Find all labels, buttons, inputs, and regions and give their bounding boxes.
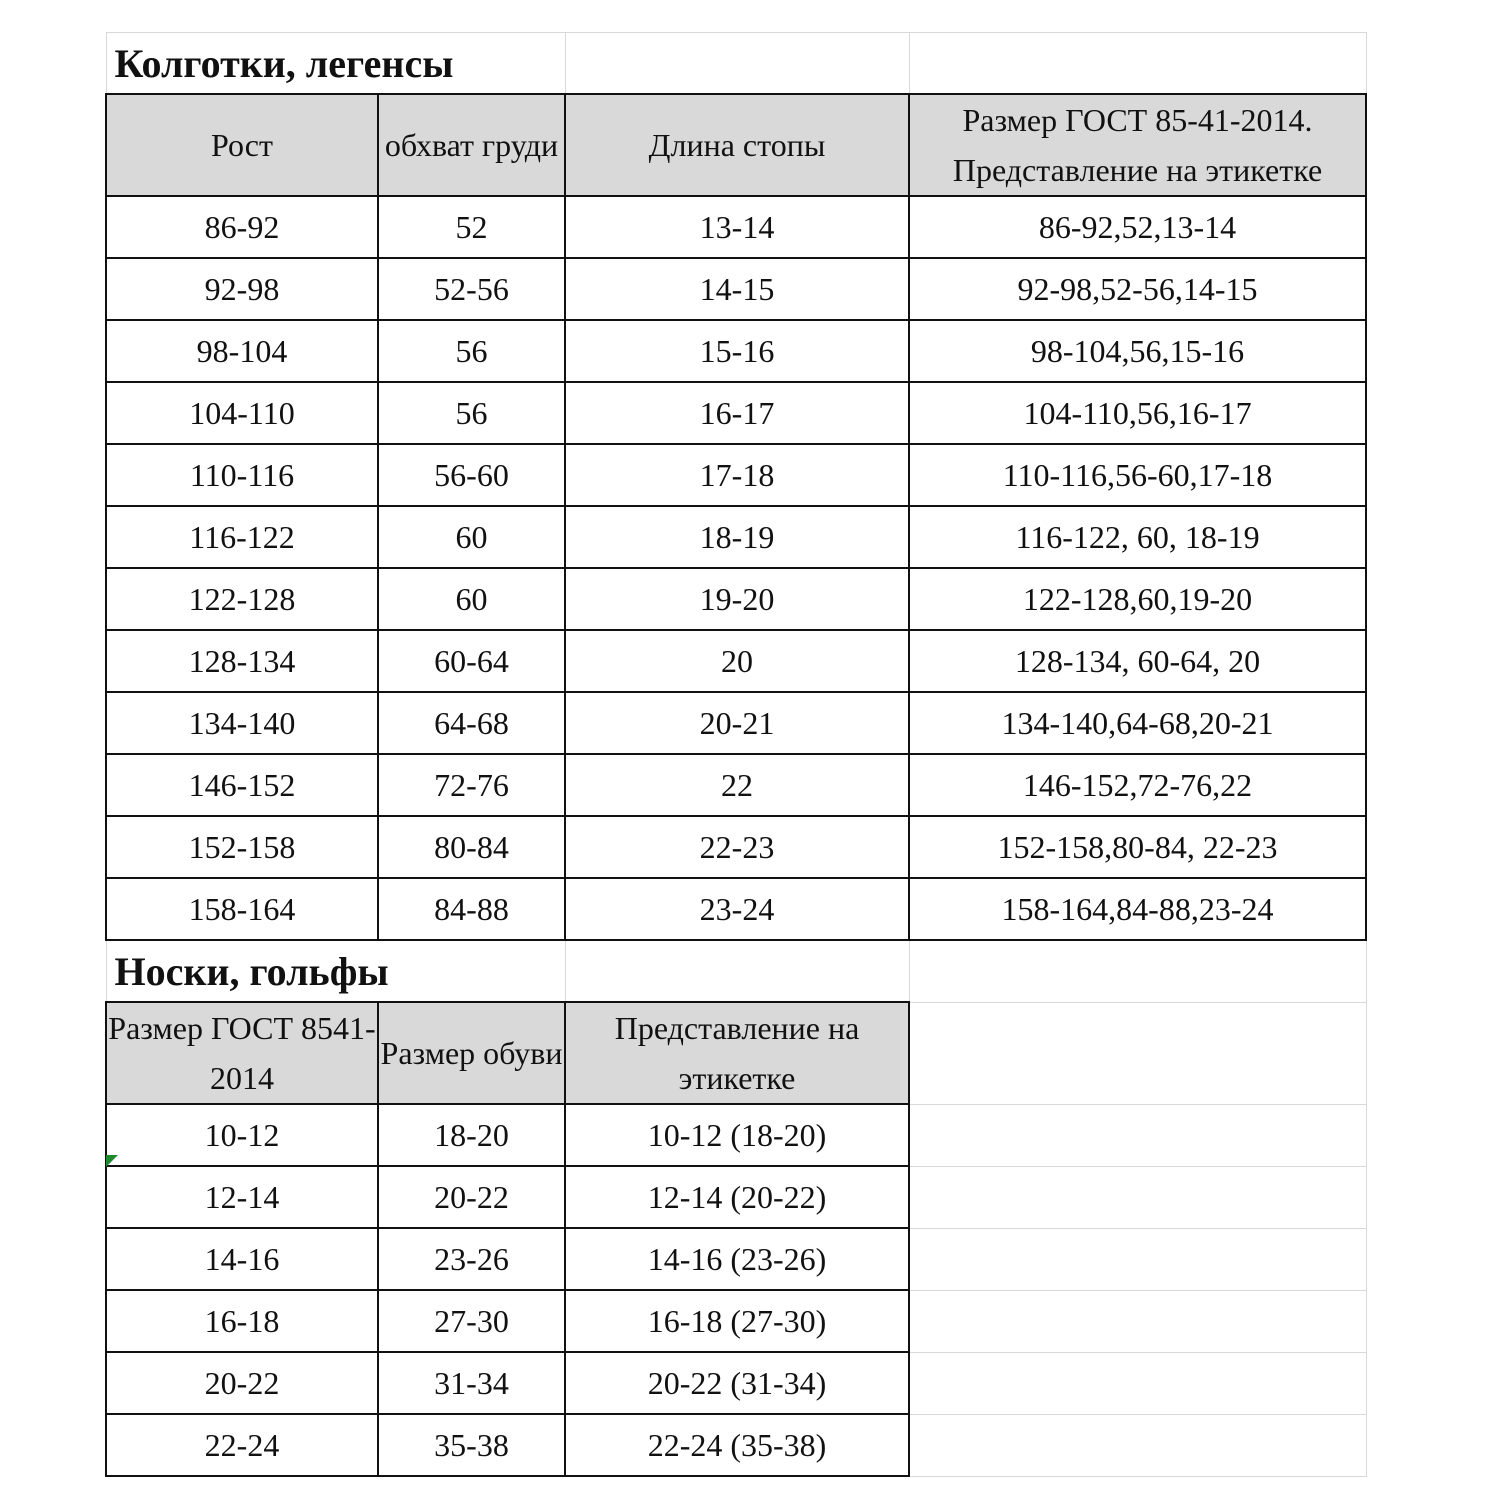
- tights-row: [106, 630, 1366, 692]
- tights-row: [106, 506, 1366, 568]
- tights-cell[interactable]: 64-68: [378, 692, 565, 754]
- tights-row: [106, 816, 1366, 878]
- tights-cell[interactable]: 128-134: [106, 630, 378, 692]
- socks-row: [106, 1414, 1366, 1476]
- tights-cell[interactable]: 116-122, 60, 18-19: [909, 506, 1366, 568]
- tights-cell[interactable]: 15-16: [565, 320, 909, 382]
- socks-header-cell[interactable]: Представление на этикетке: [565, 1002, 909, 1104]
- tights-row: [106, 382, 1366, 444]
- socks-row: [106, 1352, 1366, 1414]
- empty-cell[interactable]: [909, 1104, 1366, 1166]
- tights-cell[interactable]: 134-140: [106, 692, 378, 754]
- tights-section-title[interactable]: Колготки, легенсы: [106, 33, 565, 95]
- socks-cell[interactable]: 16-18 (27-30): [565, 1290, 909, 1352]
- spreadsheet: [105, 32, 1365, 1477]
- socks-header-row: [106, 1002, 1366, 1104]
- tights-cell[interactable]: 92-98: [106, 258, 378, 320]
- empty-cell[interactable]: [909, 940, 1366, 1002]
- socks-cell[interactable]: 18-20: [378, 1104, 565, 1166]
- tights-cell[interactable]: 52: [378, 196, 565, 258]
- tights-cell[interactable]: 22: [565, 754, 909, 816]
- tights-cell[interactable]: 16-17: [565, 382, 909, 444]
- tights-cell[interactable]: 17-18: [565, 444, 909, 506]
- socks-cell[interactable]: 10-12: [106, 1104, 378, 1166]
- tights-cell[interactable]: 72-76: [378, 754, 565, 816]
- tights-header-foot[interactable]: Длина стопы: [565, 94, 909, 196]
- tights-cell[interactable]: 146-152: [106, 754, 378, 816]
- tights-cell[interactable]: 122-128,60,19-20: [909, 568, 1366, 630]
- empty-cell[interactable]: [909, 1414, 1366, 1476]
- tights-row: [106, 878, 1366, 940]
- tights-row: [106, 320, 1366, 382]
- socks-cell[interactable]: 16-18: [106, 1290, 378, 1352]
- tights-cell[interactable]: 19-20: [565, 568, 909, 630]
- socks-cell[interactable]: 35-38: [378, 1414, 565, 1476]
- comment-indicator-icon: [106, 1155, 118, 1167]
- tights-row: [106, 692, 1366, 754]
- socks-cell[interactable]: 22-24 (35-38): [565, 1414, 909, 1476]
- tights-title-row: [106, 33, 1366, 95]
- tights-cell[interactable]: 20-21: [565, 692, 909, 754]
- tights-cell[interactable]: 56-60: [378, 444, 565, 506]
- empty-cell[interactable]: [909, 1228, 1366, 1290]
- tights-row: [106, 258, 1366, 320]
- tights-header-height[interactable]: Рост: [106, 94, 378, 196]
- empty-cell[interactable]: [909, 1290, 1366, 1352]
- tights-cell[interactable]: 60: [378, 568, 565, 630]
- tights-cell[interactable]: 20: [565, 630, 909, 692]
- socks-cell[interactable]: 12-14 (20-22): [565, 1166, 909, 1228]
- socks-cell[interactable]: 22-24: [106, 1414, 378, 1476]
- empty-cell[interactable]: [909, 1166, 1366, 1228]
- tights-cell[interactable]: 80-84: [378, 816, 565, 878]
- empty-cell[interactable]: [909, 33, 1366, 95]
- tights-cell[interactable]: 146-152,72-76,22: [909, 754, 1366, 816]
- tights-cell[interactable]: 56: [378, 320, 565, 382]
- empty-cell[interactable]: [565, 940, 909, 1002]
- tights-cell[interactable]: 60: [378, 506, 565, 568]
- tights-cell[interactable]: 52-56: [378, 258, 565, 320]
- tights-cell[interactable]: 60-64: [378, 630, 565, 692]
- size-table-body: [106, 33, 1366, 1477]
- socks-cell[interactable]: 20-22: [106, 1352, 378, 1414]
- tights-cell[interactable]: 98-104,56,15-16: [909, 320, 1366, 382]
- socks-header-cell[interactable]: Размер ГОСТ 8541-2014: [106, 1002, 378, 1104]
- tights-cell[interactable]: 158-164: [106, 878, 378, 940]
- tights-cell[interactable]: 134-140,64-68,20-21: [909, 692, 1366, 754]
- tights-row: [106, 568, 1366, 630]
- tights-cell[interactable]: 92-98,52-56,14-15: [909, 258, 1366, 320]
- socks-cell[interactable]: 23-26: [378, 1228, 565, 1290]
- tights-header-gost[interactable]: Размер ГОСТ 85-41-2014. Представление на этикетке: [909, 94, 1366, 196]
- socks-header-cell[interactable]: Размер обуви: [378, 1002, 565, 1104]
- socks-cell[interactable]: 12-14: [106, 1166, 378, 1228]
- tights-cell[interactable]: 122-128: [106, 568, 378, 630]
- tights-header-chest[interactable]: обхват груди: [378, 94, 565, 196]
- tights-cell[interactable]: 22-23: [565, 816, 909, 878]
- tights-cell[interactable]: 98-104: [106, 320, 378, 382]
- tights-cell[interactable]: 128-134, 60-64, 20: [909, 630, 1366, 692]
- tights-row: [106, 754, 1366, 816]
- socks-cell[interactable]: 20-22 (31-34): [565, 1352, 909, 1414]
- socks-cell[interactable]: 20-22: [378, 1166, 565, 1228]
- tights-cell[interactable]: 158-164,84-88,23-24: [909, 878, 1366, 940]
- empty-cell[interactable]: [565, 33, 909, 95]
- socks-cell[interactable]: 31-34: [378, 1352, 565, 1414]
- tights-cell[interactable]: 116-122: [106, 506, 378, 568]
- size-table: [105, 32, 1367, 1477]
- socks-row: [106, 1104, 1366, 1166]
- tights-row: [106, 196, 1366, 258]
- tights-header-row: [106, 94, 1366, 196]
- socks-cell[interactable]: 10-12 (18-20): [565, 1104, 909, 1166]
- tights-cell[interactable]: 152-158: [106, 816, 378, 878]
- tights-cell[interactable]: 14-15: [565, 258, 909, 320]
- socks-cell[interactable]: 27-30: [378, 1290, 565, 1352]
- socks-title-row: [106, 940, 1366, 1002]
- tights-cell[interactable]: 13-14: [565, 196, 909, 258]
- socks-row: [106, 1228, 1366, 1290]
- tights-cell[interactable]: 86-92,52,13-14: [909, 196, 1366, 258]
- socks-cell[interactable]: 14-16 (23-26): [565, 1228, 909, 1290]
- tights-cell[interactable]: 152-158,80-84, 22-23: [909, 816, 1366, 878]
- tights-cell[interactable]: 110-116,56-60,17-18: [909, 444, 1366, 506]
- socks-row: [106, 1290, 1366, 1352]
- tights-cell[interactable]: 23-24: [565, 878, 909, 940]
- socks-cell[interactable]: 14-16: [106, 1228, 378, 1290]
- tights-cell[interactable]: 110-116: [106, 444, 378, 506]
- tights-cell[interactable]: 86-92: [106, 196, 378, 258]
- tights-row: [106, 444, 1366, 506]
- tights-cell[interactable]: 104-110: [106, 382, 378, 444]
- tights-cell[interactable]: 84-88: [378, 878, 565, 940]
- socks-row: [106, 1166, 1366, 1228]
- empty-cell[interactable]: [909, 1002, 1366, 1104]
- empty-cell[interactable]: [909, 1352, 1366, 1414]
- tights-cell[interactable]: 56: [378, 382, 565, 444]
- tights-cell[interactable]: 104-110,56,16-17: [909, 382, 1366, 444]
- tights-cell[interactable]: 18-19: [565, 506, 909, 568]
- socks-section-title[interactable]: Носки, гольфы: [106, 940, 565, 1002]
